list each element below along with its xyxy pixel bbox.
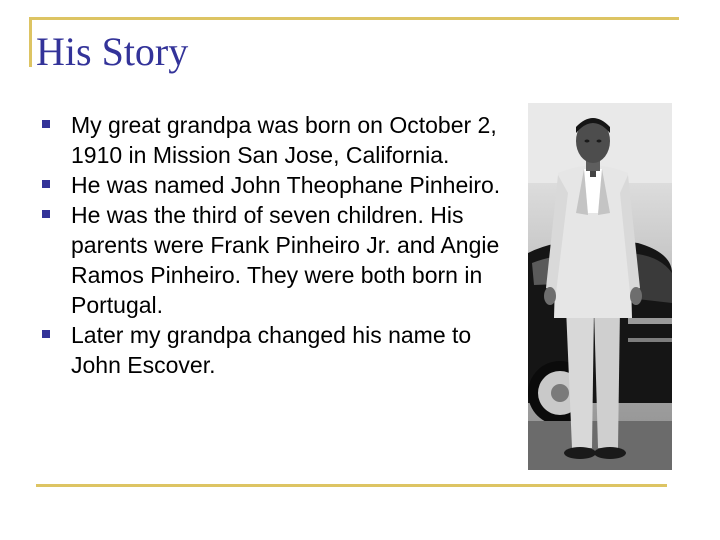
bullet-text: He was named John Theophane Pinheiro.: [71, 172, 501, 198]
square-bullet-icon: [42, 180, 50, 188]
bullet-text: Later my grandpa changed his name to John Escover.: [71, 322, 472, 378]
portrait-photo: [528, 103, 672, 470]
bullet-item: [40, 320, 520, 380]
bullet-list: [40, 110, 520, 380]
bullet-item: [40, 170, 520, 200]
slide-title: His Story: [36, 29, 189, 74]
bullet-text: My great grandpa was born on October 2, 1910 in Mission San Jose, California.: [71, 112, 497, 168]
frame-bottom-line: [36, 484, 667, 487]
square-bullet-icon: [42, 330, 50, 338]
frame-top-line: [29, 17, 679, 20]
square-bullet-icon: [42, 120, 50, 128]
bullet-text: He was the third of seven children. His parents were Frank Pinheiro Jr. and Angie Ramos Pinheiro. They were both born in Portugal.: [71, 202, 500, 318]
frame-left-line: [29, 17, 32, 67]
bullet-item: [40, 110, 520, 170]
square-bullet-icon: [42, 210, 50, 218]
bullet-item: [40, 200, 520, 320]
